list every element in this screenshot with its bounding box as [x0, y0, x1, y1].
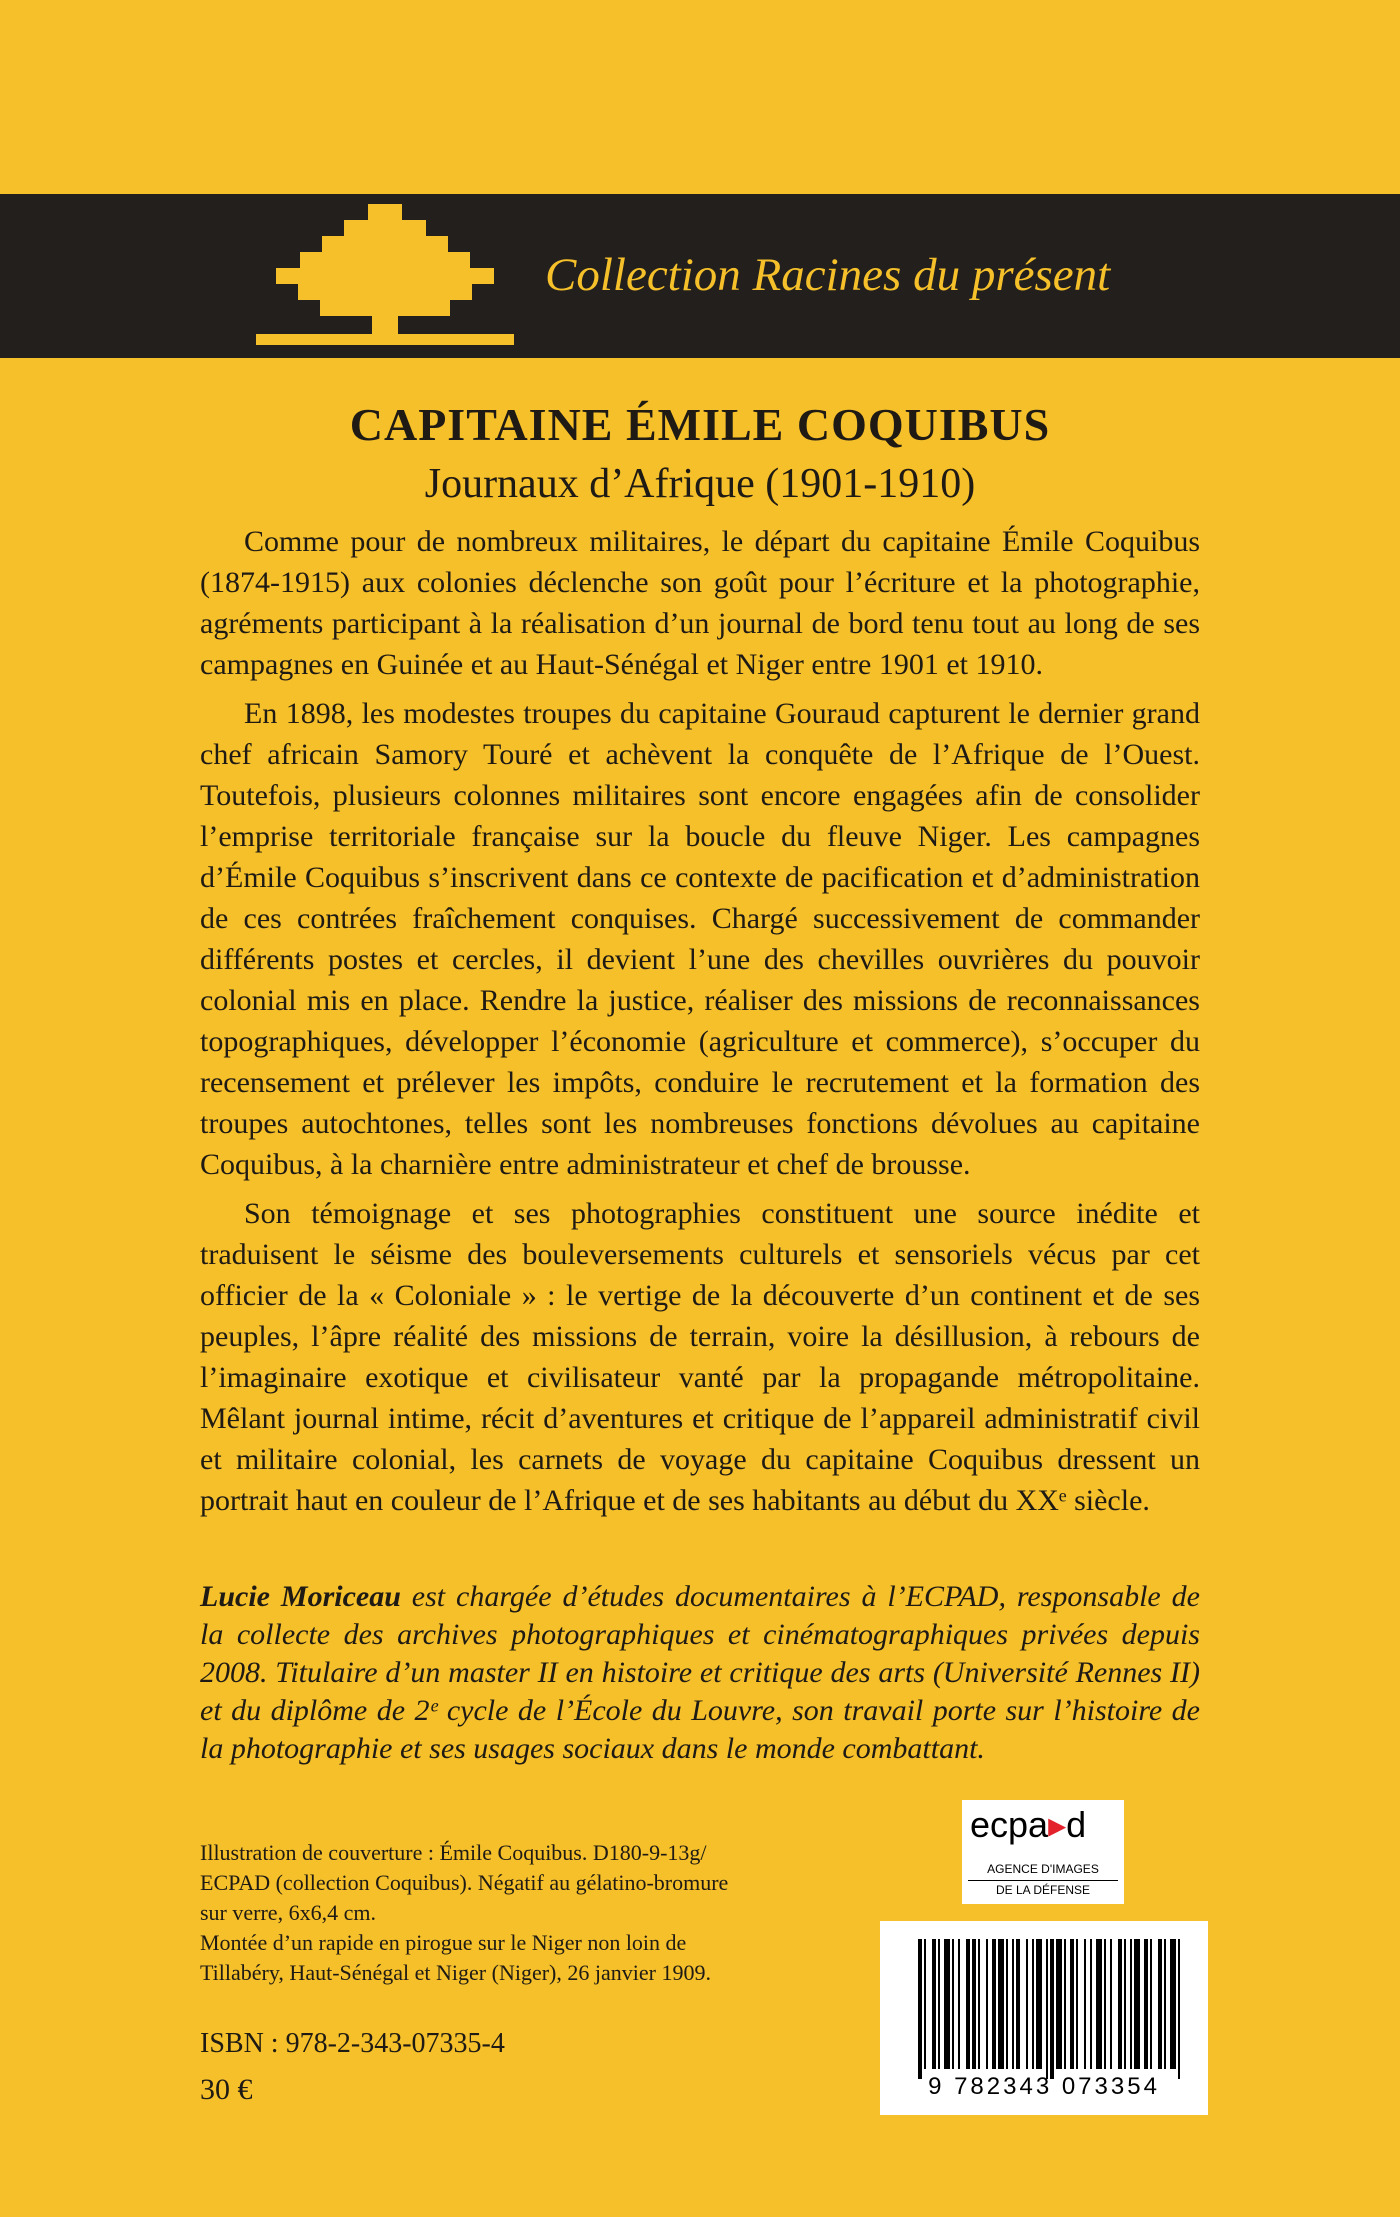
barcode-bar	[972, 1939, 976, 2069]
barcode-bar	[1016, 1939, 1020, 2069]
barcode-bar	[1096, 1939, 1102, 2069]
barcode-bar	[1050, 1939, 1054, 2079]
barcode-bar	[1124, 1939, 1126, 2069]
barcode-bar	[1046, 1939, 1048, 2079]
barcode-bar	[986, 1939, 988, 2069]
barcode-bar	[1012, 1939, 1014, 2069]
barcode-bar	[1178, 1939, 1180, 2079]
barcode	[880, 1921, 1208, 2115]
cover-credits	[200, 1838, 840, 1988]
tree-icon	[250, 200, 520, 355]
barcode-bar	[998, 1939, 1004, 2069]
barcode-bar	[1006, 1939, 1008, 2069]
barcode-bar	[1150, 1939, 1152, 2069]
barcode-bar	[1032, 1939, 1034, 2069]
ecpad-logo	[962, 1800, 1124, 1904]
collection-name: Collection Racines du présent	[545, 249, 1111, 301]
barcode-bar	[1170, 1939, 1176, 2069]
barcode-bar	[958, 1939, 960, 2069]
credit-line: Tillabéry, Haut-Sénégal et Niger (Niger), 26 janvier 1909.	[200, 1960, 711, 1985]
barcode-bar	[1036, 1939, 1042, 2069]
ecpad-arrow-icon: ▸	[1048, 1804, 1067, 1845]
credit-line: Montée d’un rapide en pirogue sur le Niger non loin de	[200, 1930, 687, 1955]
barcode-bar	[952, 1939, 954, 2069]
barcode-bar	[992, 1939, 996, 2069]
barcode-bar	[1090, 1939, 1092, 2069]
barcode-bar	[1130, 1939, 1132, 2069]
synopsis-paragraph: Comme pour de nombreux militaires, le départ du capitaine Émile Coquibus (1874-1915) aux colonies déclenche son goût pour l’écriture et la photographie, agréments participant à la réalisation d’un journal de bord tenu tout au long de ses campagnes en Guinée et au Haut-Sénégal et Niger entre 1901 et 1910.	[200, 525, 1200, 681]
book-title: CAPITAINE ÉMILE COQUIBUS	[349, 399, 1051, 450]
barcode-bar	[1144, 1939, 1148, 2069]
ecpad-wordmark: ecpa▸d	[970, 1804, 1087, 1845]
synopsis-paragraph: En 1898, les modestes troupes du capitaine Gouraud capturent le dernier grand chef africain Samory Touré et achèvent la conquête de l’Afrique de l’Ouest. Toutefois, plusieurs colonnes militaires sont encore engagées afin de consolider l’emprise territoriale française sur la boucle du fleuve Niger. Les campagnes d’Émile Coquibus s’inscrivent dans ce contexte de pacification et d’administration de ces contrées fraîchement conquises. Chargé successivement de commander différents postes et cercles, il devient l’une des chevilles ouvrières du pouvoir colonial mis en place. Rendre la justice, réaliser des missions de reconnaissances topographiques, développer l’économie (agriculture et commerce), s’occuper du recensement et prélever les impôts, conduire le recrutement et la formation des troupes autochtones, telles sont les nombreuses fonctions dévolues au capitaine Coquibus, à la charnière entre administrateur et chef de brousse.	[200, 697, 1200, 1181]
barcode-bar	[1076, 1939, 1078, 2069]
book-subtitle: Journaux d’Afrique (1901-1910)	[424, 461, 976, 507]
author-bio-text: est chargée d’études documentaires à l’ECPAD, responsable de la collecte des archives photographiques et cinématographiques privées depuis 2008. Titulaire d’un master II en histoire et critique des arts (Université Rennes II) et du diplôme de 2ᵉ cycle de l’École du Louvre, son travail porte sur l’histoire de la photographie et ses usages sociaux dans le monde combattant.	[200, 1580, 1200, 1765]
barcode-bar	[944, 1939, 950, 2069]
synopsis	[200, 521, 1200, 1529]
barcode-bar	[1110, 1939, 1112, 2069]
price: 30 €	[200, 2073, 253, 2106]
barcode-bar	[1104, 1939, 1106, 2069]
barcode-bar	[924, 1939, 926, 2069]
barcode-bar	[932, 1939, 936, 2069]
barcode-bar	[1070, 1939, 1074, 2069]
author-name: Lucie Moriceau	[200, 1580, 401, 1613]
barcode-bar	[1134, 1939, 1140, 2069]
barcode-bar	[1118, 1939, 1122, 2069]
credit-line: sur verre, 6x6,4 cm.	[200, 1900, 376, 1925]
ecpad-tagline-1: AGENCE D'IMAGES	[987, 1862, 1099, 1876]
top-band	[0, 0, 1400, 194]
barcode-bar	[1164, 1939, 1166, 2069]
barcode-digits: 9 782343 073354	[928, 2073, 1160, 2100]
barcode-bar	[1158, 1939, 1162, 2069]
barcode-bar	[1056, 1939, 1062, 2069]
synopsis-paragraph: Son témoignage et ses photographies constituent une source inédite et traduisent le séisme des bouleversements culturels et sensoriels vécus par cet officier de la « Coloniale » : le vertige de la découverte d’un continent et de ses peuples, l’âpre réalité des missions de terrain, voire la désillusion, à rebours de l’imaginaire exotique et civilisateur vanté par la propagande métropolitaine. Mêlant journal intime, récit d’aventures et critique de l’appareil administratif civil et militaire colonial, les carnets de voyage du capitaine Coquibus dressent un portrait haut en couleur de l’Afrique et de ses habitants au début du XXᵉ siècle.	[200, 1197, 1200, 1517]
credit-line: ECPAD (collection Coquibus). Négatif au gélatino-bromure	[200, 1870, 729, 1895]
barcode-bar	[1084, 1939, 1086, 2069]
barcode-bar	[978, 1939, 980, 2069]
author-bio	[200, 1578, 1200, 1768]
credit-line: Illustration de couverture : Émile Coquibus. D180-9-13g/	[200, 1840, 707, 1865]
isbn: ISBN : 978-2-343-07335-4	[200, 2028, 505, 2059]
barcode-bar	[938, 1939, 940, 2069]
barcode-bar	[1026, 1939, 1028, 2069]
ecpad-tagline-2: DE LA DÉFENSE	[968, 1880, 1118, 1897]
barcode-bar	[918, 1939, 922, 2079]
barcode-bar	[966, 1939, 970, 2069]
barcode-bar	[1064, 1939, 1066, 2069]
